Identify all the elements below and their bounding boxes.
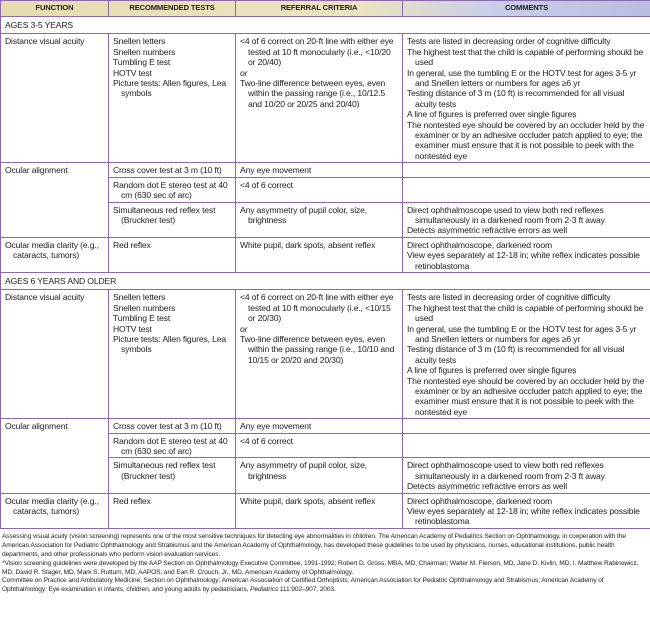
table-row bbox=[1, 290, 650, 419]
criteria-cell-line: Any asymmetry of pupil color, size, brightness bbox=[240, 204, 368, 225]
function-cell bbox=[1, 34, 109, 163]
comments-cell bbox=[403, 177, 650, 202]
table-row bbox=[1, 419, 650, 433]
tests-cell bbox=[109, 419, 236, 433]
comments-cell-line: View eyes separately at 12-18 in; white reflex indicates possible retinoblastoma bbox=[407, 506, 640, 527]
tests-cell-line: Snellen numbers bbox=[113, 302, 176, 313]
tests-cell-line: Snellen numbers bbox=[113, 46, 176, 57]
comments-cell bbox=[403, 493, 650, 528]
function-cell bbox=[1, 493, 109, 528]
tests-cell-line: Tumbling E test bbox=[113, 57, 171, 68]
tests-cell bbox=[109, 237, 236, 272]
table-row bbox=[1, 493, 650, 528]
tests-cell bbox=[109, 202, 236, 237]
criteria-cell-line: Two-line difference between eyes, even within the passing range (i.e., 10/12.5 and 10/20 or 20/25 and 20/40) bbox=[240, 78, 386, 109]
tests-cell-line: Cross cover test at 3 m (10 ft) bbox=[113, 421, 222, 432]
tests-cell-line: HOTV test bbox=[113, 323, 152, 334]
function-cell-line: Distance visual acuity bbox=[5, 36, 85, 47]
criteria-cell-line: or bbox=[240, 323, 248, 334]
criteria-cell bbox=[236, 163, 403, 177]
criteria-cell-line: <4 of 6 correct on 20-ft line with either eye tested at 10 ft monocularly (i.e., <10/15 or 20/30) bbox=[240, 292, 394, 324]
section-row bbox=[1, 17, 650, 34]
comments-cell-line: Direct ophthalmoscope used to view both red reflexes simultaneously in a darkened room from 2-3 ft away bbox=[407, 460, 605, 481]
comments-cell-line: Tests are listed in decreasing order of cognitive difficulty bbox=[407, 292, 611, 303]
criteria-cell-line: <4 of 6 correct bbox=[240, 435, 293, 446]
comments-cell bbox=[403, 163, 650, 177]
section-row bbox=[1, 272, 650, 289]
comments-cell-line: Direct ophthalmoscope, darkened room bbox=[407, 239, 553, 250]
header-row bbox=[1, 1, 650, 17]
tests-cell-line: Red reflex bbox=[113, 495, 151, 506]
tests-cell-line: Simultaneous red reflex test (Bruckner test) bbox=[113, 204, 216, 225]
section-title: AGES 3-5 YEARS bbox=[1, 17, 650, 34]
comments-cell-line: Direct ophthalmoscope used to view both red reflexes simultaneously in a darkened room from 2-3 ft away bbox=[407, 204, 605, 225]
header-recommended-tests: RECOMMENDED TESTS bbox=[109, 1, 236, 17]
tests-cell bbox=[109, 163, 236, 177]
comments-cell-line: A line of figures is preferred over single figures bbox=[407, 109, 577, 120]
criteria-cell bbox=[236, 202, 403, 237]
comments-cell-line: Detects asymmetric refractive errors as well bbox=[407, 225, 568, 236]
comments-cell bbox=[403, 433, 650, 458]
tests-cell-line: Picture tests: Allen figures, Lea symbols bbox=[113, 78, 227, 99]
tests-cell bbox=[109, 493, 236, 528]
tests-cell bbox=[109, 433, 236, 458]
criteria-cell-line: White pupil, dark spots, absent reflex bbox=[240, 495, 376, 506]
tests-cell bbox=[109, 290, 236, 419]
comments-cell bbox=[403, 419, 650, 433]
comments-cell bbox=[403, 458, 650, 493]
function-cell bbox=[1, 163, 109, 237]
tests-cell-line: Cross cover test at 3 m (10 ft) bbox=[113, 165, 222, 176]
source-journal: Pediatrics bbox=[250, 586, 279, 594]
tests-cell-line: HOTV test bbox=[113, 67, 152, 78]
comments-cell-line: Detects asymmetric refractive errors as well bbox=[407, 481, 568, 492]
function-cell bbox=[1, 419, 109, 493]
table-row bbox=[1, 237, 650, 272]
tests-cell-line: Picture tests: Allen figures, Lea symbols bbox=[113, 333, 227, 355]
tests-cell bbox=[109, 177, 236, 202]
criteria-cell-line: Any asymmetry of pupil color, size, brightness bbox=[240, 460, 368, 481]
comments-cell-line: Direct ophthalmoscope, darkened room bbox=[407, 495, 553, 506]
comments-cell-line: A line of figures is preferred over single figures bbox=[407, 365, 577, 376]
comments-cell-line: In general, use the tumbling E or the HOTV test for ages 3-5 yr and Snellen letters or numbers for ages ≥6 yr bbox=[407, 67, 637, 89]
comments-cell-line: Tests are listed in decreasing order of cognitive difficulty bbox=[407, 36, 611, 47]
function-cell-line: Ocular media clarity (e.g., cataracts, tumors) bbox=[5, 495, 99, 517]
comments-cell-line: The highest test that the child is capable of performing should be used bbox=[407, 302, 644, 324]
function-cell-line: Ocular alignment bbox=[5, 165, 68, 176]
footnote-authors: *Vision screening guidelines were developed by the AAP Section on Ophthalmology Executive Committee, 1991-1992; Robert D. Gross, MBA, MD, Chairman; Walter M. Fierson, MD, Jane D. Kivlin, MD, I. Matthew Rabinowicz, MD, David R. Stager, MD, Mark S. Ruttum, MD, AAPOS; and Earl R. Crouch, Jr., MD, American Academy of Ophthalmology. bbox=[2, 559, 639, 576]
comments-cell bbox=[403, 237, 650, 272]
comments-cell bbox=[403, 290, 650, 419]
comments-cell-line: The nontested eye should be covered by an occluder held by the examiner or by an adhesive occluder patch applied to eye; the examiner must ensure that it is not possible to peek with the nontested eye bbox=[407, 119, 645, 161]
function-cell-line: Ocular alignment bbox=[5, 421, 68, 432]
comments-cell-line: View eyes separately at 12-18 in; white reflex indicates possible retinoblastoma bbox=[407, 250, 640, 271]
tests-cell bbox=[109, 458, 236, 493]
source-citation: 111:902–907, 2003. bbox=[278, 586, 336, 594]
tests-cell-line: Random dot E stereo test at 40 cm (630 sec of arc) bbox=[113, 179, 228, 201]
footnote-source bbox=[2, 577, 648, 595]
tests-cell-line: Tumbling E test bbox=[113, 313, 171, 324]
comments-cell bbox=[403, 34, 650, 163]
tests-cell-line: Red reflex bbox=[113, 239, 151, 250]
criteria-cell bbox=[236, 493, 403, 528]
table-row bbox=[1, 163, 650, 177]
tests-cell-line: Snellen letters bbox=[113, 292, 166, 303]
function-cell bbox=[1, 290, 109, 419]
function-cell bbox=[1, 237, 109, 272]
footnote-intro: Assessing visual acuity (vision screening) represents one of the most sensitive techniques for detecting eye abnormalities in children. The American Academy of Pediatrics Section on Ophthalmology, in cooperation with the American Association for Pediatric Ophthalmology and Strabismus and the American Academy of Ophthalmology, has developed these guidelines to be used by physicians, nurses, educational institutions, public health departments, and other professionals who perform vision evaluation services. bbox=[2, 532, 626, 558]
comments-cell-line: The highest test that the child is capable of performing should be used bbox=[407, 46, 644, 68]
header-comments: COMMENTS bbox=[403, 1, 650, 17]
header-function: FUNCTION bbox=[1, 1, 109, 17]
criteria-cell bbox=[236, 34, 403, 163]
criteria-cell bbox=[236, 433, 403, 458]
source-text: Committee on Practice and Ambulatory Medicine, Section on Ophthalmology; American Association of Certified Orthoptists; American Association for Pediatric Ophthalmology and Strabismus; American Academy of Ophthalmology: Eye examination in infants, children, and young adults by pediatricians, bbox=[2, 577, 604, 594]
function-cell-line: Ocular media clarity (e.g., cataracts, tumors) bbox=[5, 239, 99, 261]
criteria-cell-line: Any eye movement bbox=[240, 165, 312, 176]
tests-cell-line: Snellen letters bbox=[113, 36, 166, 47]
section-title: AGES 6 YEARS AND OLDER bbox=[1, 272, 650, 289]
criteria-cell-line: White pupil, dark spots, absent reflex bbox=[240, 239, 376, 250]
function-cell-line: Distance visual acuity bbox=[5, 292, 85, 303]
criteria-cell bbox=[236, 177, 403, 202]
comments-cell-line: Testing distance of 3 m (10 ft) is recommended for all visual acuity tests bbox=[407, 88, 625, 109]
header-referral-criteria: REFERRAL CRITERIA bbox=[236, 1, 403, 17]
criteria-cell-line: <4 of 6 correct on 20-ft line with either eye tested at 10 ft monocularly (i.e., <10/20 or 20/40) bbox=[240, 36, 394, 68]
criteria-cell-line: Any eye movement bbox=[240, 421, 312, 432]
tests-cell-line: Simultaneous red reflex test (Bruckner test) bbox=[113, 460, 216, 481]
criteria-cell-line: Two-line difference between eyes, even within the passing range (i.e., 10/10 and 10/15 or 20/20 and 20/30) bbox=[240, 333, 395, 365]
criteria-cell bbox=[236, 290, 403, 419]
criteria-cell bbox=[236, 419, 403, 433]
table-row bbox=[1, 34, 650, 163]
comments-cell-line: The nontested eye should be covered by an occluder held by the examiner or by an adhesive occluder patch applied to eye; the examiner must ensure that it is not possible to peek with the nontested eye bbox=[407, 375, 645, 417]
criteria-cell-line: <4 of 6 correct bbox=[240, 179, 293, 190]
criteria-cell bbox=[236, 237, 403, 272]
comments-cell-line: In general, use the tumbling E or the HOTV test for ages 3-5 yr and Snellen letters or numbers for ages ≥6 yr bbox=[407, 323, 637, 344]
footnotes bbox=[0, 529, 650, 595]
criteria-cell bbox=[236, 458, 403, 493]
comments-cell-line: Testing distance of 3 m (10 ft) is recommended for all visual acuity tests bbox=[407, 344, 625, 365]
tests-cell bbox=[109, 34, 236, 163]
criteria-cell-line: or bbox=[240, 67, 248, 78]
tests-cell-line: Random dot E stereo test at 40 cm (630 sec of arc) bbox=[113, 435, 228, 457]
comments-cell bbox=[403, 202, 650, 237]
